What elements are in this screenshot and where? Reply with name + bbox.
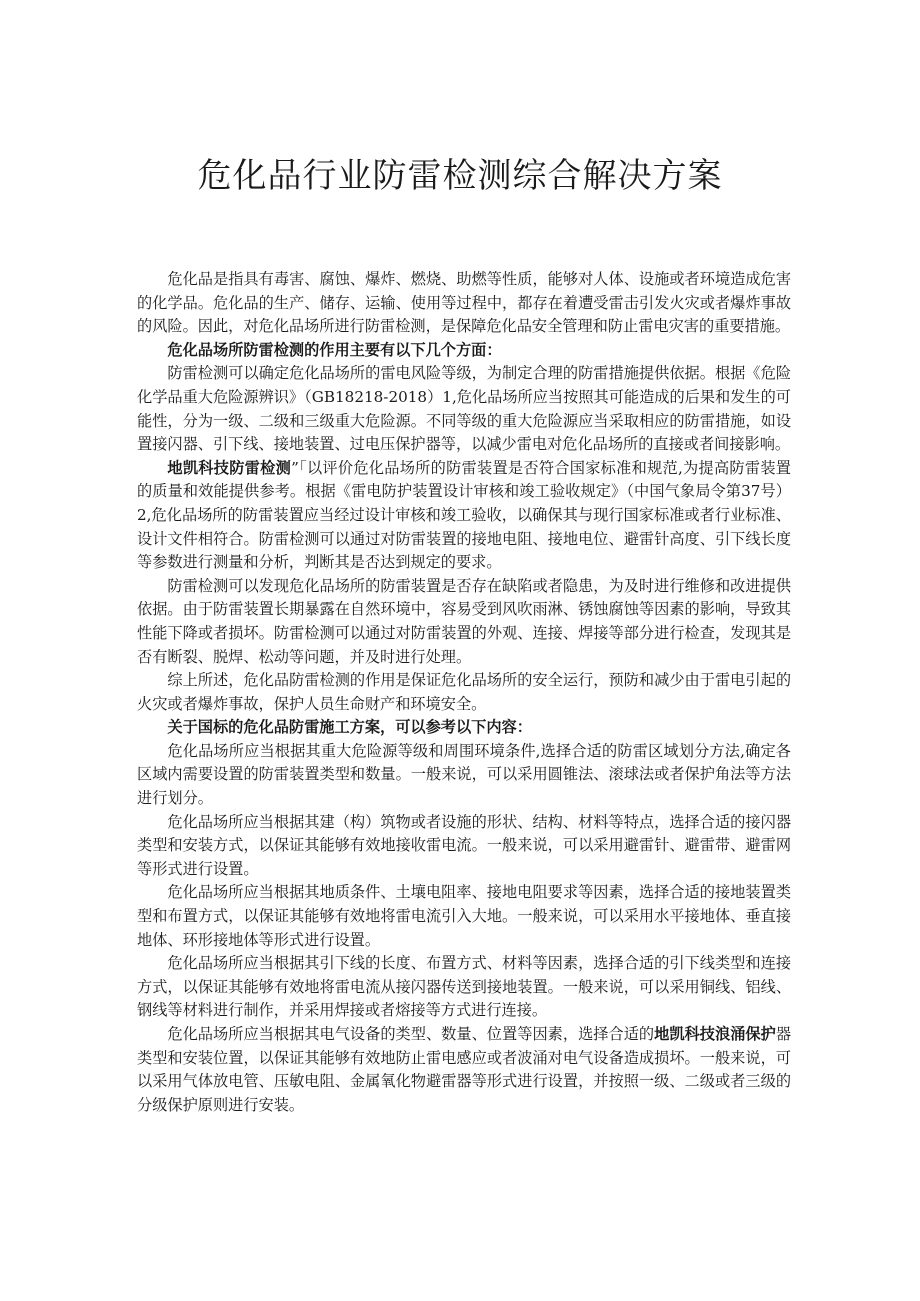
paragraph-defects: 防雷检测可以发现危化品场所的防雷装置是否存在缺陷或者隐患，为及时进行维修和改进提供依据。由于防雷装置长期暴露在自然环境中，容易受到风吹雨淋、锈蚀腐蚀等因素的影响，导致其性能下降或者损坏。防雷检测可以通过对防雷装置的外观、连接、焊接等部分进行检查，发现其是否有断裂、脱焊、松动等问题，并及时进行处理。 (137, 576, 791, 666)
section-heading-construction: 关于国标的危化品防雷施工方案，可以参考以下内容： (167, 718, 532, 737)
paragraph-risk-level: 防雷检测可以确定危化品场所的雷电风险等级，为制定合理的防雷措施提供依据。根据《危险化学品重大危险源辨识》（GB18218-2018）1,危化品场所应当按照其可能造成的后果和发生的可能性，分为一级、二级和三级重大危险源。不同等级的重大危险源应当采取相应的防雷措施，如设置接闪器、引下线、接地装置、过电压保护器等，以减少雷电对危化品场所的直接或者间接影响。 (137, 364, 791, 454)
paragraph-surge-text-a: 危化品场所应当根据其电气设备的类型、数量、位置等因素，选择合适的 (167, 1025, 655, 1043)
paragraph-summary: 综上所述，危化品防雷检测的作用是保证危化品场所的安全运行，预防和减少由于雷电引起的火灾或者爆炸事故，保护人员生命财产和环境安全。 (137, 671, 791, 713)
paragraph-down-conductor: 危化品场所应当根据其引下线的长度、布置方式、材料等因素，选择合适的引下线类型和连接方式，以保证其能够有效地将雷电流从接闪器传送到接地装置。一般来说，可以采用铜线、铝线、钢线等材料进行制作，并采用焊接或者熔接等方式进行连接。 (137, 954, 791, 1020)
paragraph-evaluation (137, 457, 791, 575)
paragraph-zoning: 危化品场所应当根据其重大危险源等级和周围环境条件,选择合适的防雷区域划分方法,确定各区域内需要设置的防雷装置类型和数量。一般来说，可以采用圆锥法、滚球法或者保护角法等方法进行划分。 (137, 741, 791, 808)
paragraph-grounding: 危化品场所应当根据其地质条件、土壤电阻率、接地电阻要求等因素，选择合适的接地装置类型和布置方式，以保证其能够有效地将雷电流引入大地。一般来说，可以采用水平接地体、垂直接地体、环形接地体等形式进行设置。 (137, 883, 791, 949)
brand-bold-text: 地凯科技防雷检测 (167, 458, 292, 477)
paragraph-intro: 危化品是指具有毒害、腐蚀、爆炸、燃烧、助燃等性质，能够对人体、设施或者环境造成危害的化学品。危化品的生产、储存、运输、使用等过程中，都存在着遭受雷击引发火灾或者爆炸事故的风险。因此，对危化品场所进行防雷检测，是保障危化品安全管理和防止雷电灾害的重要措施。 (137, 270, 791, 336)
brand-surge-bold-text: 地凯科技浪涌保护 (654, 1025, 776, 1043)
paragraph-surge-protector (137, 1023, 791, 1117)
section-heading-functions: 危化品场所防雷检测的作用主要有以下几个方面： (167, 340, 502, 359)
paragraph-air-terminal: 危化品场所应当根据其建（构）筑物或者设施的形状、结构、材料等特点，选择合适的接闪器类型和安装方式，以保证其能够有效地接收雷电流。一般来说，可以采用避雷针、避雷带、避雷网等形式进行设置。 (137, 812, 791, 878)
document-title: 危化品行业防雷检测综合解决方案 (197, 156, 723, 196)
document-body (137, 268, 791, 1117)
paragraph-evaluation-text: ”「以评价危化品场所的防雷装置是否符合国家标准和规范,为提高防雷装置的质量和效能提供参考。根据《雷电防护装置设计审核和竣工验收规定》（中国气象局令第37号）2,危化品场所的防雷装置应当经过设计审核和竣工验收，以确保其与现行国家标准或者行业标准、设计文件相符合。防雷检测可以通过对防雷装置的接地电阻、接地电位、避雷针高度、引下线长度等参数进行测量和分析，判断其是否达到规定的要求。 (137, 458, 791, 572)
paragraph-surge-text-b: 器类型和安装位置，以保证其能够有效地防止雷电感应或者波涌对电气设备造成损坏。一般来说，可以采用气体放电管、压敏电阻、金属氧化物避雷器等形式进行设置，并按照一级、二级或者三级的分级保护原则进行安装。 (137, 1025, 792, 1114)
